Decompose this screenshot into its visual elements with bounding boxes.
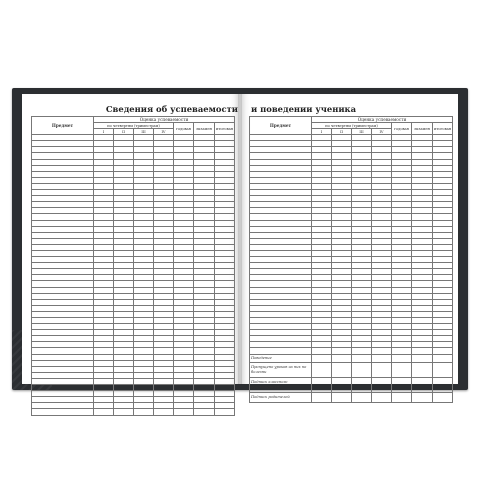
footer-cell[interactable] <box>312 354 332 362</box>
grade-cell[interactable] <box>194 409 215 415</box>
footer-cell[interactable] <box>412 377 433 392</box>
exam-column-header: экзамен <box>194 123 215 135</box>
footer-cell[interactable] <box>352 354 372 362</box>
footer-cell[interactable] <box>392 354 412 362</box>
footer-cell[interactable] <box>352 362 372 377</box>
page-title-right: и поведении ученика <box>251 104 357 114</box>
footer-row <box>250 377 453 392</box>
grade-cell[interactable] <box>114 409 134 415</box>
footer-cell[interactable] <box>433 354 453 362</box>
footer-cell[interactable] <box>332 392 352 402</box>
annual-column-header: годовая <box>174 123 194 135</box>
footer-row-label: Подпись родителей <box>250 392 312 402</box>
page-title-left: Сведения об успеваемости <box>105 104 238 114</box>
grade-cell[interactable] <box>215 409 235 415</box>
grades-table-right <box>249 116 453 403</box>
subject-column-header: Предмет <box>250 117 312 135</box>
footer-row <box>250 362 453 377</box>
period-header: по четвертям (триместрам) <box>94 123 174 129</box>
grades-header: Оценка успеваемости <box>312 117 453 123</box>
footer-row-label: Подпись классного руководителя <box>250 377 312 392</box>
subject-column-header: Предмет <box>32 117 94 135</box>
footer-cell[interactable] <box>392 392 412 402</box>
footer-cell[interactable] <box>433 392 453 402</box>
annual-column-header: годовая <box>392 123 412 135</box>
footer-cell[interactable] <box>372 362 392 377</box>
footer-cell[interactable] <box>412 362 433 377</box>
footer-cell[interactable] <box>392 362 412 377</box>
footer-cell[interactable] <box>412 392 433 402</box>
footer-row <box>250 354 453 362</box>
quarter-column-header: IV <box>372 129 392 135</box>
grades-table-left <box>31 116 235 416</box>
footer-row-label: Пропущено уроков из них по болезни <box>250 362 312 377</box>
footer-row <box>250 392 453 402</box>
grade-cell[interactable] <box>134 409 154 415</box>
quarter-column-header: IV <box>154 129 174 135</box>
table-row <box>32 409 235 415</box>
footer-cell[interactable] <box>372 392 392 402</box>
exam-column-header: экзамен <box>412 123 433 135</box>
book-spine <box>238 94 242 384</box>
quarter-column-header: I <box>94 129 114 135</box>
footer-cell[interactable] <box>372 354 392 362</box>
period-header: по четвертям (триместрам) <box>312 123 392 129</box>
grade-cell[interactable] <box>174 409 194 415</box>
footer-cell[interactable] <box>312 362 332 377</box>
footer-cell[interactable] <box>312 377 332 392</box>
footer-cell[interactable] <box>312 392 332 402</box>
footer-cell[interactable] <box>412 354 433 362</box>
quarter-column-header: II <box>332 129 352 135</box>
grades-header: Оценка успеваемости <box>94 117 235 123</box>
footer-cell[interactable] <box>433 362 453 377</box>
quarter-column-header: I <box>312 129 332 135</box>
footer-cell[interactable] <box>372 377 392 392</box>
footer-cell[interactable] <box>352 392 372 402</box>
footer-cell[interactable] <box>332 377 352 392</box>
grade-cell[interactable] <box>94 409 114 415</box>
footer-cell[interactable] <box>332 362 352 377</box>
subject-cell[interactable] <box>32 409 94 415</box>
footer-cell[interactable] <box>433 377 453 392</box>
footer-row-label: Поведение <box>250 354 312 362</box>
grade-cell[interactable] <box>154 409 174 415</box>
footer-cell[interactable] <box>392 377 412 392</box>
footer-cell[interactable] <box>352 377 372 392</box>
quarter-column-header: II <box>114 129 134 135</box>
footer-cell[interactable] <box>332 354 352 362</box>
final-column-header: итоговая <box>215 123 235 135</box>
quarter-column-header: III <box>352 129 372 135</box>
final-column-header: итоговая <box>433 123 453 135</box>
quarter-column-header: III <box>134 129 154 135</box>
